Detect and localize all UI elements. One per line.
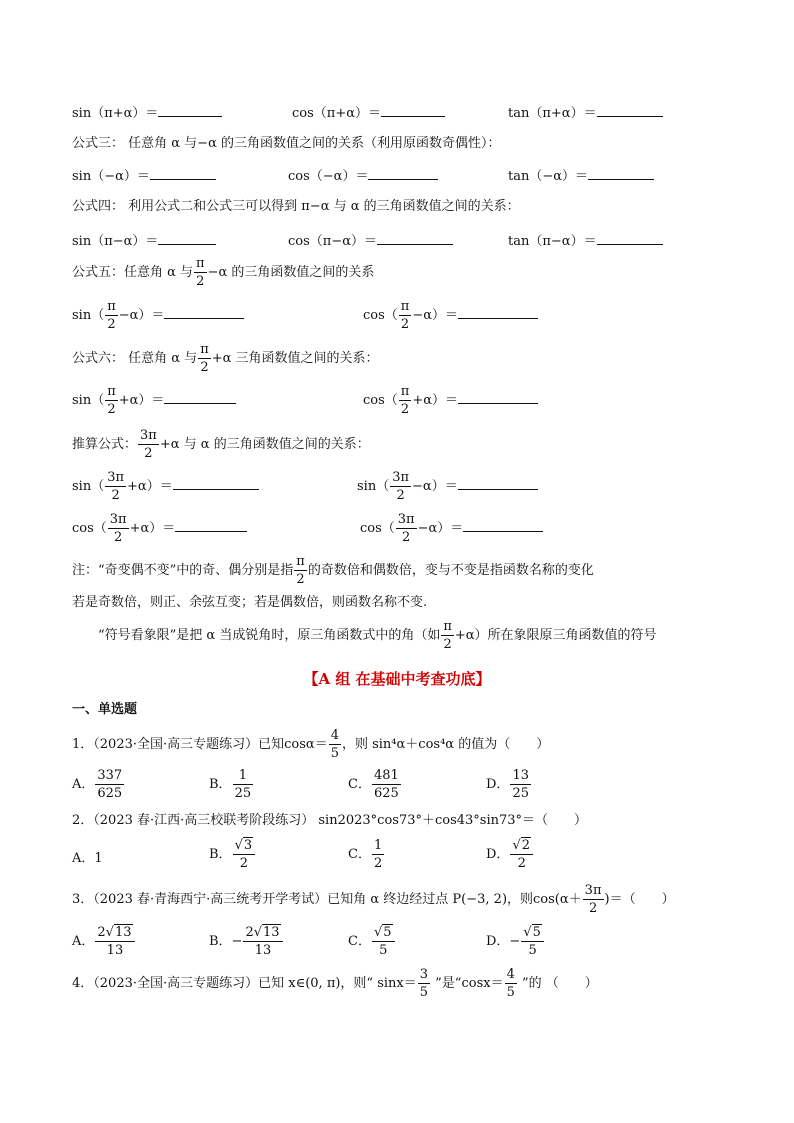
answer-blank[interactable] [158, 104, 222, 117]
fraction-pi-over-2: $\frac{\pi}{2}$ [196, 256, 205, 289]
q2-option-c[interactable]: C． $\frac{1}{2}$ [348, 838, 383, 871]
note-line-3: “符号看象限”是把 α 当成锐角时，原三角函数式中的角（如 $\frac{\pi}{2}$ +α）所在象限原三角函数值的符号 [98, 619, 657, 652]
q3-option-d[interactable]: D．− $\frac{√5}{5}$ [486, 925, 545, 959]
question-3-stem: 3．（2023 春·青海西宁·高三统考开学考试）已知角 α 终边经过点 P(−3, 2)，则cos(α＋ $\frac{3\pi}{2}$ )＝（ ） [72, 883, 675, 916]
formula6-text: 公式六： 任意角 α 与 $\frac{\pi}{2}$ +α 三角函数值之间的关系： [72, 342, 379, 375]
answer-blank[interactable] [381, 104, 445, 117]
answer-blank[interactable] [368, 167, 438, 180]
cos-pi-minus-alpha: cos（π−α）＝ [288, 232, 453, 250]
answer-blank[interactable] [158, 232, 216, 245]
note-line-2: 若是奇数倍，则正、余弦互变；若是偶数倍，则函数名称不变. [72, 595, 428, 610]
sin-3pi-plus-alpha: sin（ $\frac{3\pi}{2}$ +α）＝ [72, 470, 259, 504]
part-heading: 一、单选题 [72, 702, 138, 717]
answer-blank[interactable] [597, 232, 663, 245]
answer-blank[interactable] [597, 104, 663, 117]
formula4-text: 公式四： 利用公式二和公式三可以得到 π−α 与 α 的三角函数值之间的关系： [72, 199, 520, 214]
answer-blank[interactable] [463, 519, 543, 532]
q1-option-b[interactable]: B． $\frac{1}{25}$ [209, 768, 252, 801]
cos-pi-plus-alpha: cos（π+α）＝ [292, 104, 445, 122]
q3-option-b[interactable]: B．− $\frac{2√13}{13}$ [209, 925, 284, 959]
answer-blank[interactable] [458, 391, 538, 404]
q1-option-d[interactable]: D． $\frac{13}{25}$ [486, 768, 529, 801]
sin-half-pi-minus-alpha: sin（ $\frac{\pi}{2}$ −α）＝ [72, 299, 244, 333]
question-1-stem: 1．（2023·全国·高三专题练习）已知cosα＝ $\frac{4}{5}$ ，则 sin⁴α＋cos⁴α 的值为（ ） [72, 728, 550, 761]
answer-blank[interactable] [150, 167, 216, 180]
formula3-text: 公式三： 任意角 α 与−α 的三角函数值之间的关系（利用原函数奇偶性）： [72, 136, 501, 151]
cos-3pi-plus-alpha: cos（ $\frac{3\pi}{2}$ +α）＝ [72, 512, 247, 546]
cos-half-pi-minus-alpha: cos（ $\frac{\pi}{2}$ −α）＝ [363, 299, 538, 333]
sin-neg-alpha: sin（−α）＝ [72, 167, 216, 185]
tan-pi-plus-alpha: tan（π+α）＝ [508, 104, 663, 122]
answer-blank[interactable] [173, 477, 259, 490]
answer-blank[interactable] [175, 519, 247, 532]
q1-option-a[interactable]: A． $\frac{337}{625}$ [72, 768, 123, 801]
derived-formula-text: 推算公式： $\frac{3\pi}{2}$ +α 与 α 的三角函数值之间的关系： [72, 428, 370, 461]
cos-half-pi-plus-alpha: cos（ $\frac{\pi}{2}$ +α）＝ [363, 384, 538, 418]
tan-neg-alpha: tan（−α）＝ [508, 167, 654, 185]
answer-blank[interactable] [458, 477, 538, 490]
section-title: 【A 组 在基础中考查功底】 [303, 670, 491, 688]
cos-neg-alpha: cos（−α）＝ [288, 167, 438, 185]
sin-pi-minus-alpha: sin（π−α）＝ [72, 232, 216, 250]
sin-pi-plus-alpha: sin（π+α）＝ [72, 104, 222, 122]
q2-option-b[interactable]: B． $\frac{√3}{2}$ [209, 838, 256, 872]
q2-option-d[interactable]: D． $\frac{√2}{2}$ [486, 838, 534, 872]
cos-3pi-minus-alpha: cos（ $\frac{3\pi}{2}$ −α）＝ [360, 512, 543, 546]
question-4-stem: 4．（2023·全国·高三专题练习）已知 x∈(0, π)，则“ sinx＝ $\frac{3}{5}$ ”是“cosx＝ $\frac{4}{5}$ ”的 （ ） [72, 967, 598, 1000]
answer-blank[interactable] [377, 232, 453, 245]
answer-blank[interactable] [458, 306, 538, 319]
note-line-1: 注：“奇变偶不变”中的奇、偶分别是指 $\frac{\pi}{2}$ 的奇数倍和偶数倍，变与不变是指函数名称的变化 [72, 554, 594, 587]
q2-option-a[interactable]: A．1 [72, 851, 103, 866]
tan-pi-minus-alpha: tan（π−α）＝ [508, 232, 663, 250]
sin-3pi-minus-alpha: sin（ $\frac{3\pi}{2}$ −α）＝ [357, 470, 538, 504]
formula5-text: 公式五：任意角 α 与 $\frac{\pi}{2}$ −α 的三角函数值之间的关系 [72, 256, 375, 289]
answer-blank[interactable] [164, 391, 236, 404]
q3-option-c[interactable]: C． $\frac{√5}{5}$ [348, 925, 396, 959]
q1-option-c[interactable]: C． $\frac{481}{625}$ [348, 768, 399, 801]
answer-blank[interactable] [588, 167, 654, 180]
answer-blank[interactable] [164, 306, 244, 319]
sin-half-pi-plus-alpha: sin（ $\frac{\pi}{2}$ +α）＝ [72, 384, 236, 418]
question-2-stem: 2．（2023 春·江西·高三校联考阶段练习） sin2023°cos73°＋cos43°sin73°＝（ ） [72, 813, 588, 828]
q3-option-a[interactable]: A． $\frac{2√13}{13}$ [72, 925, 136, 959]
